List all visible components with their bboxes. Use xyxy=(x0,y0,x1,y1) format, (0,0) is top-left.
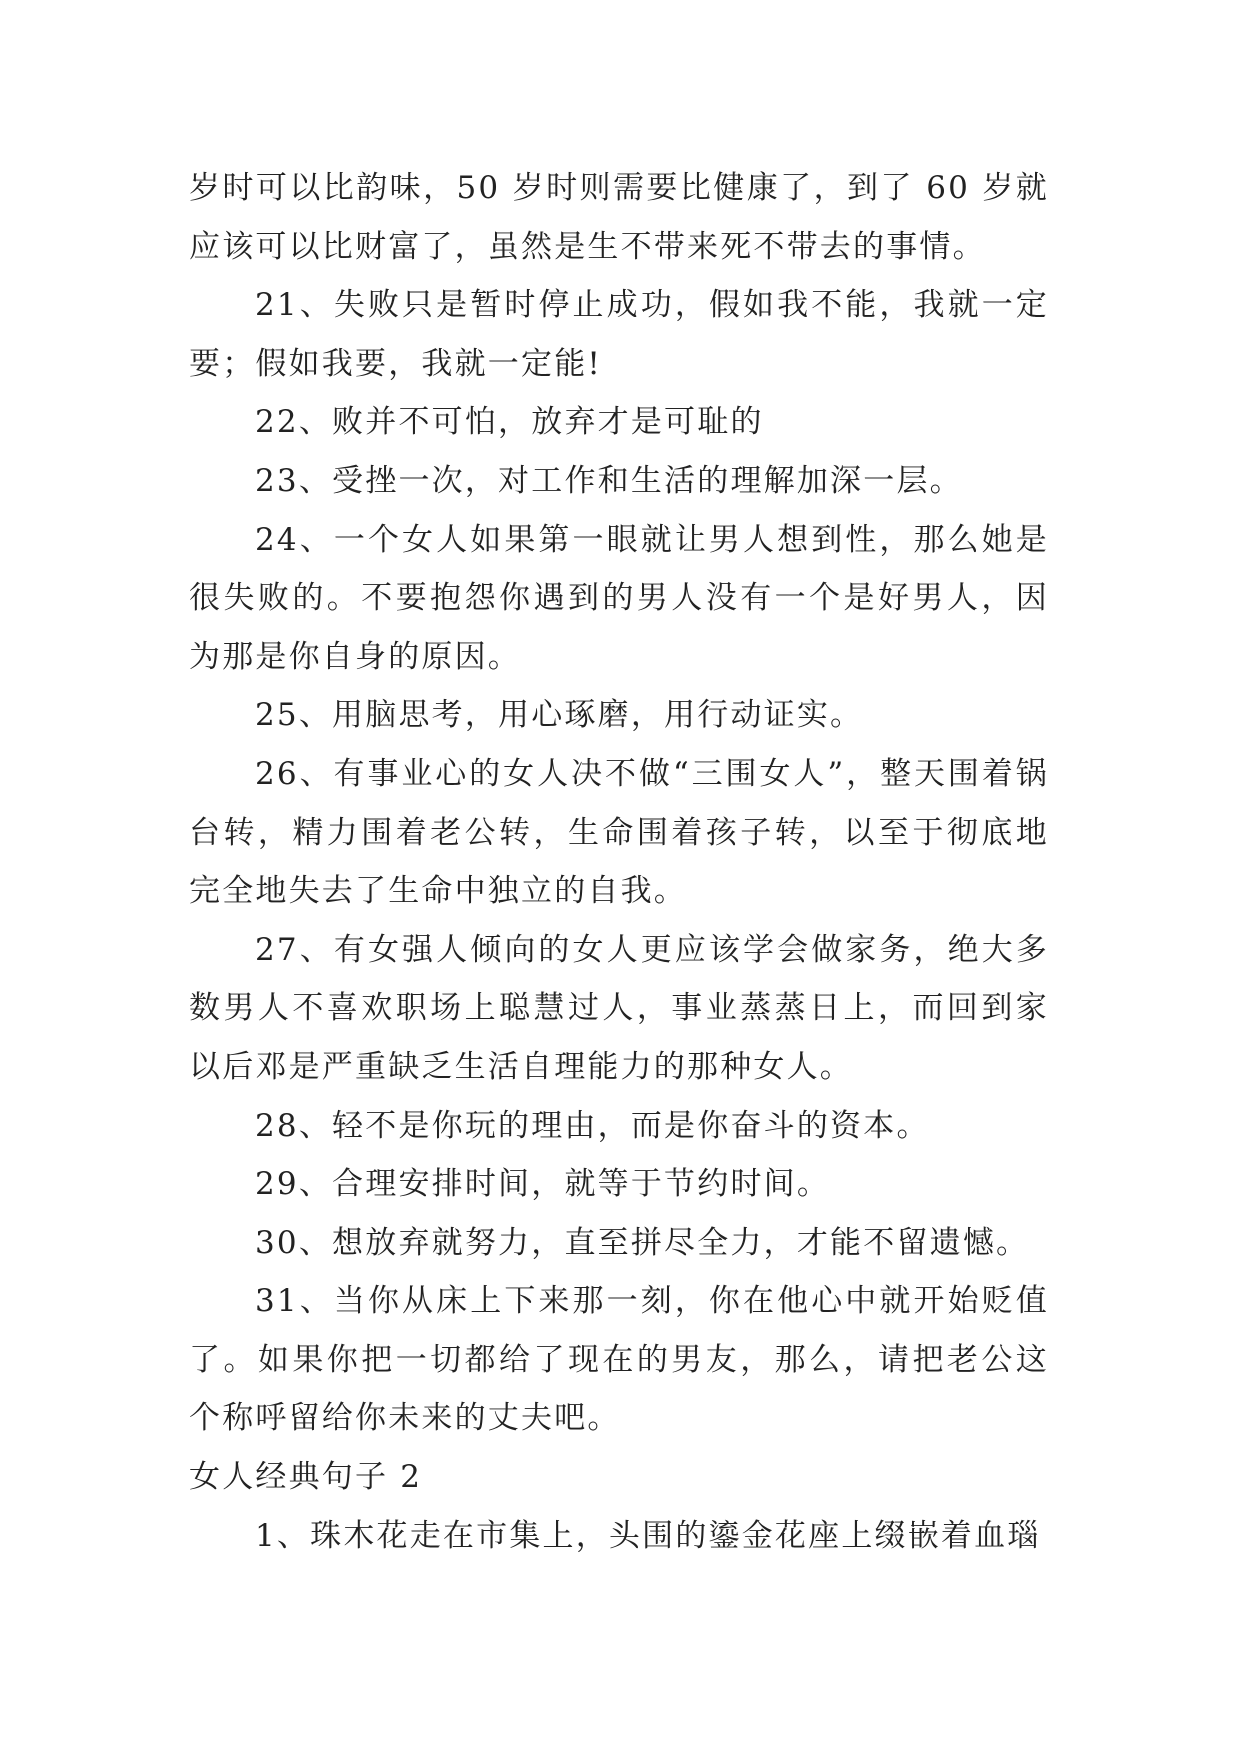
paragraph-section2-item-1: 1、珠木花走在市集上，头围的鎏金花座上缀嵌着血瑙 xyxy=(255,1517,1041,1554)
section-heading: 女人经典句子 2 xyxy=(189,1459,423,1496)
paragraph-item-29: 29、合理安排时间，就等于节约时间。 xyxy=(255,1166,831,1203)
paragraph-item-30: 30、想放弃就努力，直至拼尽全力，才能不留遗憾。 xyxy=(255,1224,1030,1261)
paragraph-item-23: 23、受挫一次，对工作和生活的理解加深一层。 xyxy=(255,462,963,499)
paragraph-item-28: 28、轻不是你玩的理由，而是你奋斗的资本。 xyxy=(255,1107,930,1144)
paragraph-item-24: 24、一个女人如果第一眼就让男人想到性，那么她是很失败的。不要抱怨你遇到的男人没有一个是好男人，因为那是你自身的原因。 xyxy=(189,521,1049,675)
paragraph-item-21: 21、失败只是暂时停止成功，假如我不能，我就一定要；假如我要，我就一定能! xyxy=(189,287,1049,382)
paragraph-continuation: 岁时可以比韵味，50 岁时则需要比健康了，到了 60 岁就应该可以比财富了，虽然是生不带来死不带去的事情。 xyxy=(189,170,1049,265)
document-body xyxy=(189,159,1049,1565)
paragraph-item-22: 22、败并不可怕，放弃才是可耻的 xyxy=(255,404,764,441)
paragraph-item-31: 31、当你从床上下来那一刻，你在他心中就开始贬值了。如果你把一切都给了现在的男友，那么，请把老公这个称呼留给你未来的丈夫吧。 xyxy=(189,1283,1049,1437)
paragraph-item-26: 26、有事业心的女人决不做“三围女人”，整天围着锅台转，精力围着老公转，生命围着孩子转，以至于彻底地完全地失去了生命中独立的自我。 xyxy=(189,755,1049,910)
paragraph-item-25: 25、用脑思考，用心琢磨，用行动证实。 xyxy=(255,697,864,734)
paragraph-item-27: 27、有女强人倾向的女人更应该学会做家务，绝大多数男人不喜欢职场上聪慧过人，事业蒸蒸日上，而回到家以后邓是严重缺乏生活自理能力的那种女人。 xyxy=(189,931,1049,1085)
